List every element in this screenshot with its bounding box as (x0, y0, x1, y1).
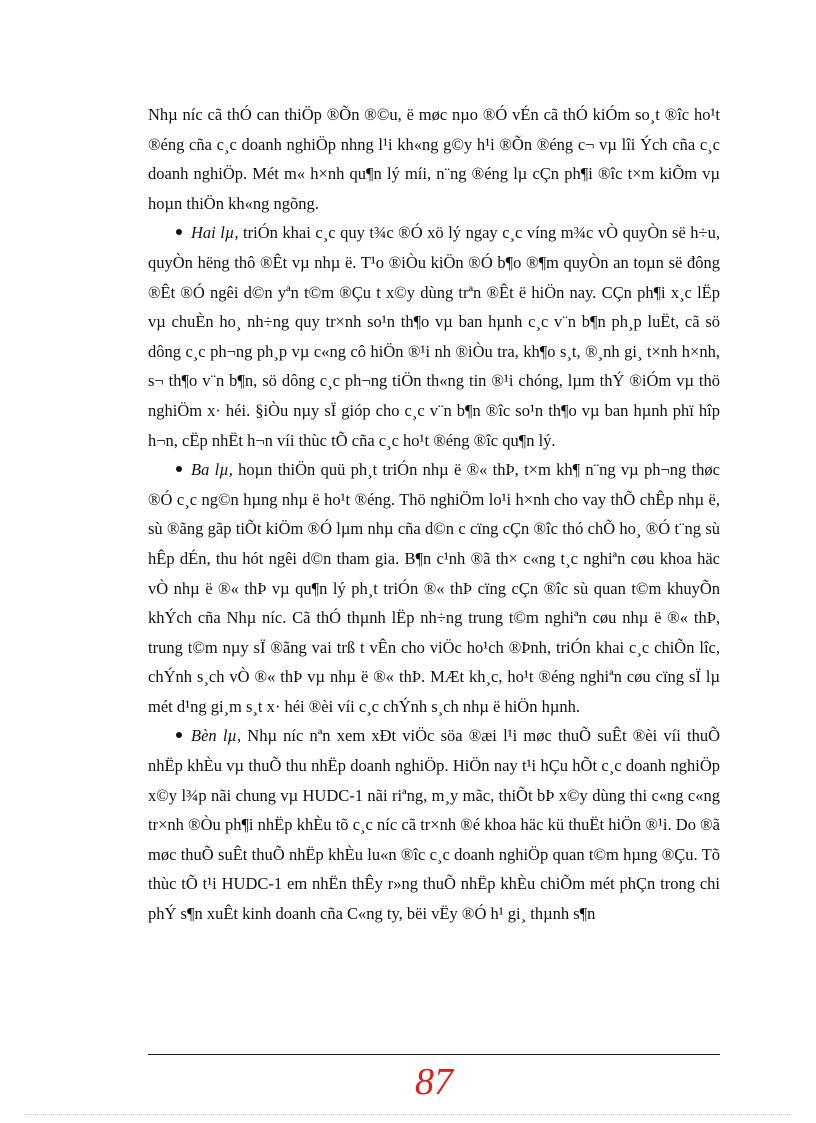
paragraph-1 (148, 100, 720, 218)
body-text (148, 100, 720, 929)
bullet-4-text: Nhµ níc nªn xem xÐt viÖc söa ®æi l¹i møc thuÕ suÊt ®èi víi thuÕ nhËp khÈu vµ thuÕ thu nhËp doanh nghiÖp. HiÖn nay t¹i hÇu hÕt c¸c doanh nghiÖp x©y l¾p nãi chung vµ HUDC-1 nãi riªng, m¸y mãc, thiÕt bÞ x©y dùng thi c«ng c«ng tr×nh ®Òu ph¶i nhËp khÈu tõ c¸c níc cã tr×nh ®é khoa häc kü thuËt hiÖn ®¹i. Do ®ã møc thuÕ suÊt thuÕ nhËp khÈu lu«n ®îc c¸c doanh nghiÖp quan t©m hµng ®Çu. Tõ thùc tÕ t¹i HUDC-1 em nhËn thÊy r»ng thuÕ nhËp khÈu chiÕm mét phÇn trong chi phÝ s¶n xuÊt kinh doanh cña C«ng ty, bëi vËy ®Ó h¹ gi¸ thµnh s¶n (148, 726, 720, 924)
bullet-icon (176, 732, 182, 738)
bullet-2-text: triÓn khai c¸c quy t¾c ®Ó xö lý ngay c¸c víng m¾c vÒ quyÒn së h÷u, quyÒn hëng thô ®Êt vµ nhµ ë. T¹o ®iÒu kiÖn ®Ó b¶o ®¶m quyÒn an toµn së đông ®Êt ®Ó ngêi d©n yªn t©m ®Çu t x©y dùng trªn ®Êt ë hiÖn nay. CÇn ph¶i x¸c lËp vµ chuÈn ho¸ nh÷ng quy tr×nh so¹n th¶o vµ ban hµnh c¸c v¨n b¶n ph¸p luËt, cã sö dông c¸c ph¬ng ph¸p vµ c«ng cô hiÖn ®¹i nh ®iÒu tra, kh¶o s¸t, ®¸nh gi¸ t×nh h×nh, s¬ th¶o v¨n b¶n, sö dông c¸c ph¬ng tiÖn th«ng tin ®¹i chóng, lµm thÝ ®iÓm vµ thö nghiÖm x· héi. §iÒu nµy sÏ gióp cho c¸c v¨n b¶n ®îc so¹n th¶o vµ ban hµnh phï hîp h¬n, cËp nhËt h¬n víi thùc tÕ cña c¸c ho¹t ®éng ®îc qu¶n lý. (148, 223, 720, 450)
page-edge-dotted-line (24, 1114, 792, 1115)
bullet-3-lead: Ba lµ, (191, 460, 233, 480)
bullet-icon (176, 466, 182, 472)
bullet-paragraph-3 (148, 455, 720, 721)
bullet-2-lead: Hai lµ, (191, 223, 239, 243)
bullet-paragraph-2 (148, 218, 720, 455)
bullet-3-text: hoµn thiÖn quü ph¸t triÓn nhµ ë ®« thÞ, t×m kh¶ n¨ng vµ ph¬ng thøc ®Ó c¸c ng©n hµng nhµ ë ho¹t ®éng. Thö nghiÖm lo¹i h×nh cho vay thÕ chÊp nhµ ë, sù ®ãng gãp tiÕt kiÖm ®Ó lµm nhµ cña d©n c cïng cÇn ®îc thó chÕ ho¸ ®Ó t¨ng sù hÊp dÉn, thu hót ngêi d©n tham gia. B¶n c¹nh ®ã th× c«ng t¸c nghiªn cøu khoa häc vÒ nhµ ë ®« thÞ vµ qu¶n lý ph¸t triÓn ®« thÞ cïng cÇn ®îc sù quan t©m khuyÕn khÝch cña Nhµ níc. Cã thÓ thµnh lËp nh÷ng trung t©m nghiªn cøu nhµ ë ®« thÞ, trung t©m nµy sÏ ®ãng vai trß t vÊn cho viÖc ho¹ch ®Þnh, triÓn khai c¸c chiÕn lîc, chÝnh s¸ch vÒ ®« thÞ vµ nhµ ë ®« thÞ. MÆt kh¸c, ho¹t ®éng nghiªn cøu cïng sÏ lµ mét d¹ng gi¸m s¸t x· héi ®èi víi c¸c chÝnh s¸ch nhµ ë hiÖn hµnh. (148, 460, 720, 716)
footer-divider (148, 1054, 720, 1055)
page-number: 87 (415, 1061, 453, 1103)
paragraph-1-text: Nhµ níc cã thÓ can thiÖp ®Õn ®©u, ë møc nµo ®Ó vÉn cã thÓ kiÓm so¸t ®îc ho¹t ®éng cña c¸c doanh nghiÖp nhng l¹i kh«ng g©y h¹i ®Õn ®éng c¬ vµ lîi Ých cña c¸c doanh nghiÖp. Mét m« h×nh qu¶n lý míi, n¨ng ®éng lµ cÇn ph¶i ®îc t×m kiÕm vµ hoµn thiÖn kh«ng ngõng. (148, 105, 720, 213)
bullet-paragraph-4 (148, 721, 720, 928)
bullet-4-lead: Bèn lµ, (191, 726, 242, 746)
bullet-icon (176, 229, 182, 235)
